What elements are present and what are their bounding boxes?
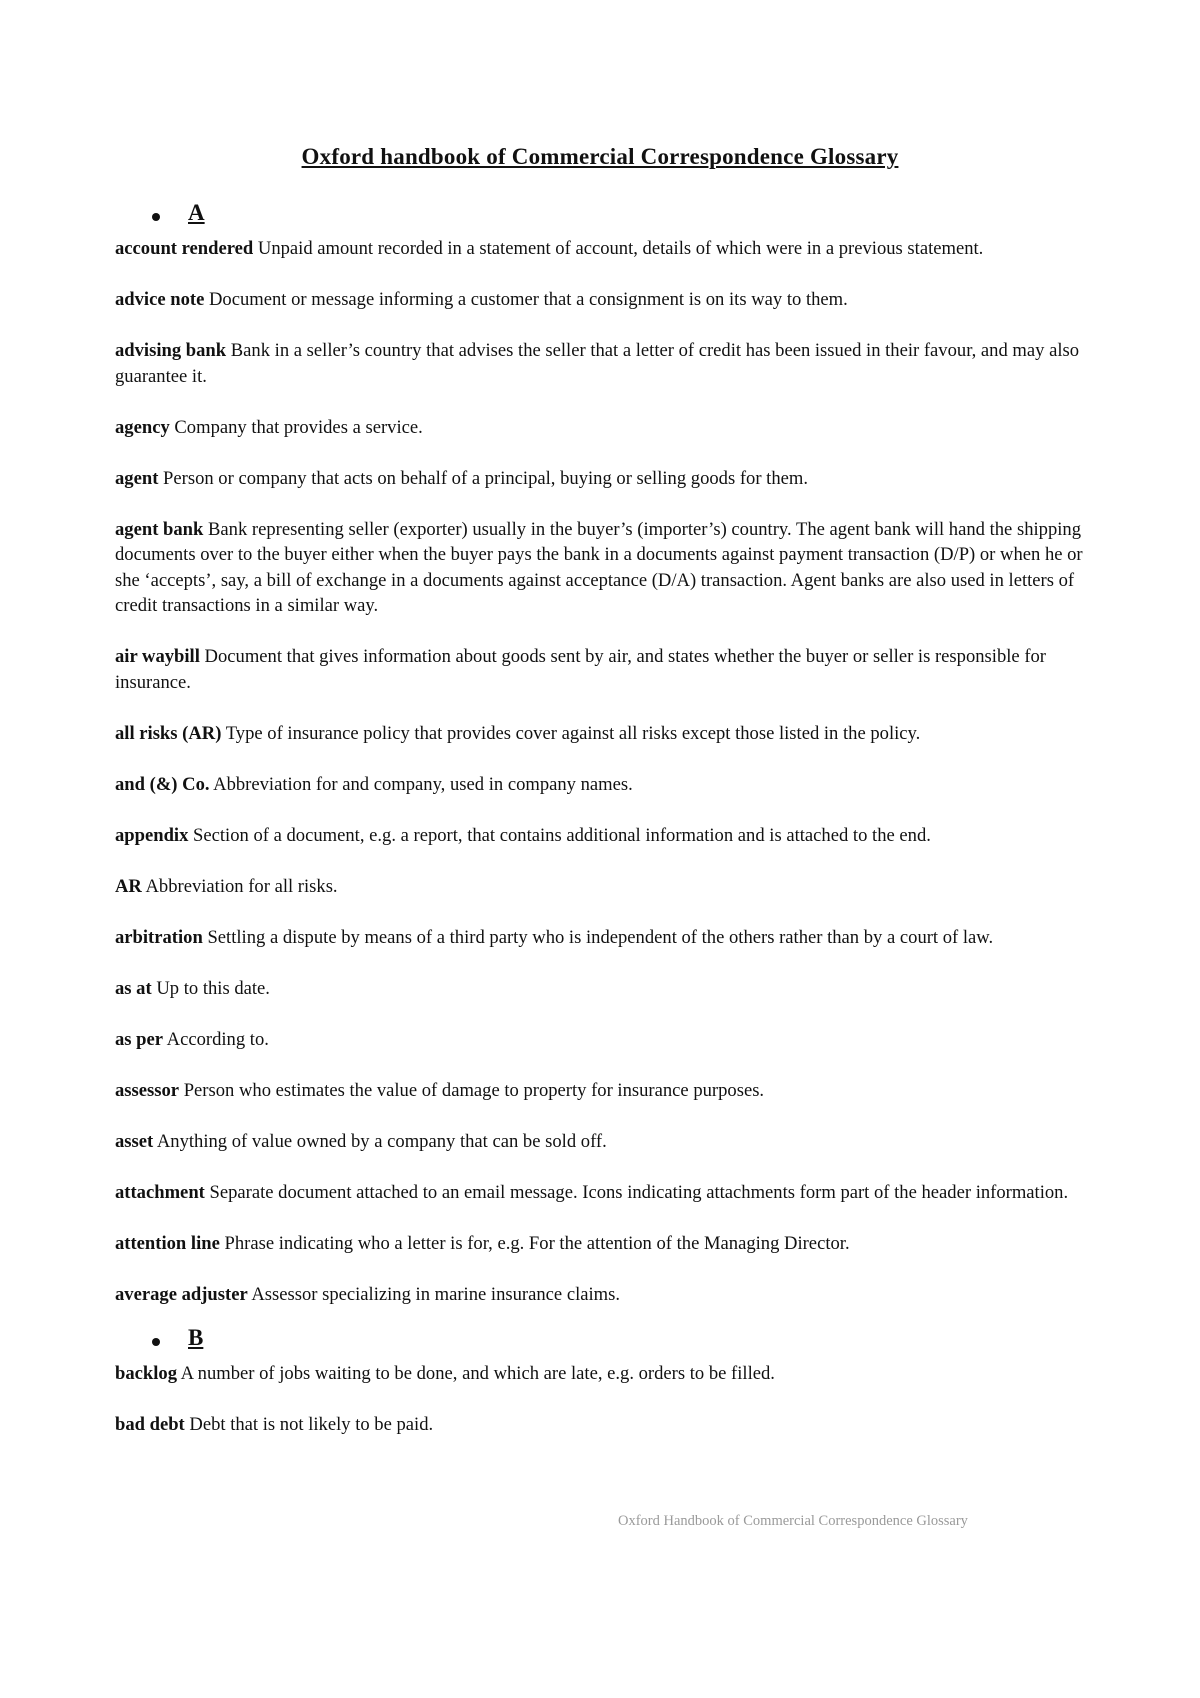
entry-definition: Bank in a seller’s country that advises the seller that a letter of credit has been issued in their favour, and may also guarantee it. [115,340,1080,387]
entry-definition: Document that gives information about goods sent by air, and states whether the buyer or seller is responsible for insurance. [115,646,1046,693]
glossary-entry [115,823,1095,849]
entry-term: account rendered [115,238,254,259]
bullet-icon [152,1338,160,1346]
entry-term: arbitration [115,926,203,948]
section-heading-b [115,1325,1095,1359]
entry-term: average adjuster [115,1283,248,1305]
entry-term: attachment [115,1181,205,1203]
entry-definition: Person or company that acts on behalf of a principal, buying or selling goods for them. [163,467,808,489]
glossary-entry [115,415,1095,441]
entry-term: attention line [115,1232,220,1254]
entry-definition: Phrase indicating who a letter is for, e.g. For the attention of the Managing Director. [224,1232,850,1254]
entry-definition: Anything of value owned by a company that can be sold off. [156,1130,607,1152]
entry-term: all risks (AR) [115,722,222,744]
entry-definition: Type of insurance policy that provides cover against all risks except those listed in the policy. [225,722,921,744]
glossary-entry [115,1180,1095,1206]
entry-definition: Settling a dispute by means of a third party who is independent of the others rather than by a court of law. [207,926,994,948]
glossary-entry [115,1078,1095,1104]
entry-term: advising bank [115,340,227,361]
entry-term: agent bank [115,518,204,540]
glossary-entry [115,976,1095,1002]
glossary-entry [115,644,1095,695]
entry-definition: Abbreviation for all risks. [145,875,338,897]
entry-term: bad debt [115,1414,185,1435]
section-letter: B [188,1325,204,1350]
entry-term: backlog [115,1363,177,1384]
glossary-entry [115,925,1095,951]
entry-term: asset [115,1130,154,1152]
entry-definition: Assessor specializing in marine insurance claims. [251,1283,620,1305]
bullet-icon [152,213,160,221]
watermark-text: Oxford Handbook of Commercial Correspondence Glossary [618,1513,968,1529]
entry-term: assessor [115,1079,180,1101]
page-title: Oxford handbook of Commercial Correspondence Glossary [301,144,899,169]
entry-term: advice note [115,289,205,310]
section-letter: A [188,200,205,225]
entry-definition: Debt that is not likely to be paid. [189,1414,434,1435]
glossary-entry [115,338,1095,389]
entry-term: air waybill [115,646,200,667]
glossary-entry [115,874,1095,900]
section-heading-a [115,200,1095,234]
entry-term: and (&) Co. [115,773,210,795]
entry-definition: Abbreviation for and company, used in company names. [213,773,633,795]
glossary-entry [115,287,1095,313]
entry-term: agent [115,467,159,489]
entry-definition: Bank representing seller (exporter) usually in the buyer’s (importer’s) country. The agent bank will hand the shipping documents over to the buyer either when the buyer pays the bank in a documents against payment transaction (D/P) or when he or she ‘accepts’, say, a bill of exchange in a documents against acceptance (D/A) transaction. Agent banks are also used in letters of credit transactions in a similar way. [115,518,1083,616]
glossary-content [115,200,1095,1463]
glossary-entry [115,1027,1095,1053]
entry-term: appendix [115,824,189,846]
glossary-entry [115,517,1095,619]
glossary-entry [115,1412,1095,1438]
entry-definition: Up to this date. [156,977,270,999]
entry-definition: Separate document attached to an email message. Icons indicating attachments form part of the header information. [209,1181,1069,1203]
glossary-entry [115,1129,1095,1155]
entry-definition: Document or message informing a customer that a consignment is on its way to them. [209,289,848,310]
glossary-entry [115,772,1095,798]
entry-term: AR [115,875,142,897]
glossary-entry [115,721,1095,747]
glossary-entry [115,1231,1095,1257]
entry-definition: Company that provides a service. [174,416,423,438]
entry-term: as per [115,1028,164,1050]
glossary-entry [115,466,1095,492]
glossary-entry [115,1361,1095,1387]
entry-definition: Unpaid amount recorded in a statement of account, details of which were in a previous statement. [257,238,984,259]
glossary-entry [115,236,1095,262]
glossary-entry [115,1282,1095,1308]
entry-term: agency [115,416,170,438]
entry-definition: Person who estimates the value of damage to property for insurance purposes. [183,1079,765,1101]
entry-definition: According to. [166,1028,269,1050]
entry-definition: A number of jobs waiting to be done, and which are late, e.g. orders to be filled. [180,1363,775,1384]
entry-definition: Section of a document, e.g. a report, that contains additional information and is attached to the end. [193,824,931,846]
entry-term: as at [115,977,152,999]
